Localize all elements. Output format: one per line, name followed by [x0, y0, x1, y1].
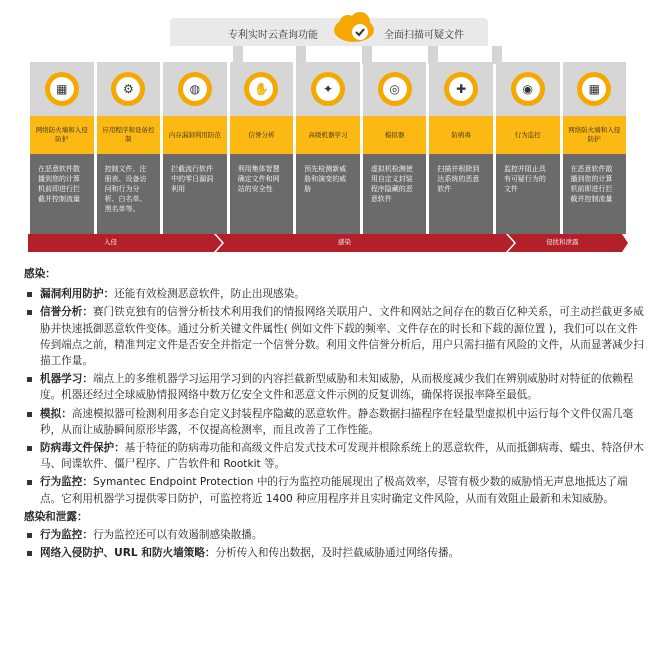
antivirus-icon: ✚ — [444, 72, 478, 106]
column-title: 行为监控 — [496, 116, 560, 154]
content-section — [24, 266, 644, 563]
protection-column — [429, 62, 493, 234]
item-text: Symantec Endpoint Protection 中的行为监控功能展现出了极高效率，尽管有极少数的威胁悄无声息地抵达了端点。它利用机器学习提供零日防护，可监控将近 1400 种应用程序并且实时确定文件风险，从而有效阻止最新和未知威胁。 — [40, 476, 628, 505]
item-separator: ： — [204, 547, 216, 560]
item-separator: ： — [82, 529, 93, 542]
bullet-icon — [27, 446, 32, 451]
item-separator: ： — [82, 306, 93, 319]
protection-column — [163, 62, 227, 234]
column-icon-area — [496, 62, 560, 116]
protection-diagram — [0, 0, 658, 262]
firewall-icon: ▦ — [577, 72, 611, 106]
list-item — [24, 371, 644, 403]
column-description: 监控并阻止具有可疑行为的文件 — [496, 154, 560, 234]
phase-infection-label: 感染 — [338, 238, 351, 246]
column-icon-area — [97, 62, 161, 116]
exfiltration-list — [24, 527, 644, 561]
protection-column — [296, 62, 360, 234]
column-title: 内存漏洞利用防范 — [163, 116, 227, 154]
reputation-icon: ✋ — [244, 72, 278, 106]
column-icon-area — [230, 62, 294, 116]
list-item — [24, 406, 644, 438]
item-text: 赛门铁克独有的信誉分析技术利用我们的情报网络关联用户、文件和网站之间存在的数百亿种关系，可主动拦截更多威胁并快速抵御恶意软件变体。通过分析关键文件属性( 例如文件下载的频率、文件存在的时长和下载的源位置 )，我们可以在文件传到端点之前，精准判定文件是否安全并指定一个信誉分数。利用文件信誉分析后，用户只需扫描有风险的文件，从而显著减少扫描工作量。 — [40, 306, 644, 368]
item-text: 基于特征的防病毒功能和高级文件启发式技术可发现并根除系统上的恶意软件，从而抵御病毒、蠕虫、特洛伊木马、间谍软件、僵尸程序、广告软件和 Rootkit 等。 — [40, 442, 644, 471]
column-icon-area — [563, 62, 627, 116]
item-separator: ： — [103, 288, 115, 301]
column-title: 应用程序和设备控制 — [97, 116, 161, 154]
bracket-left-label: 专利实时云查询功能 — [228, 30, 318, 41]
column-description: 利用集体智慧确定文件和网站的安全性 — [230, 154, 294, 234]
bullet-icon — [27, 480, 32, 485]
item-text: 行为监控还可以有效遏制感染散播。 — [92, 529, 263, 542]
phase-intrusion-label: 入侵 — [104, 238, 117, 246]
list-item — [24, 474, 644, 506]
item-separator: ： — [82, 476, 93, 489]
item-label: 行为监控 — [40, 529, 83, 542]
item-label: 网络入侵防护、URL 和防火墙策略 — [40, 547, 205, 560]
column-title: 信誉分析 — [230, 116, 294, 154]
item-label: 信誉分析 — [40, 306, 83, 319]
list-item — [24, 286, 644, 302]
column-description: 控制文件、注册表、设备访问和行为分析、白名单、黑名单等。 — [97, 154, 161, 234]
column-description: 预先检测新威胁和演变的威胁 — [296, 154, 360, 234]
column-title: 模拟器 — [363, 116, 427, 154]
column-description: 在恶意软件散播到您的计算机前即进行拦截并控制流量 — [563, 154, 627, 234]
bracket-right-label: 全面扫描可疑文件 — [384, 30, 464, 41]
column-icon-area — [296, 62, 360, 116]
column-icon-area — [163, 62, 227, 116]
item-separator: ： — [114, 442, 125, 455]
column-description: 拦截流行软件中的零日漏洞利用 — [163, 154, 227, 234]
list-item — [24, 304, 644, 369]
item-label: 漏洞利用防护 — [40, 288, 104, 301]
protection-column — [30, 62, 94, 234]
bullet-icon — [27, 377, 32, 382]
section-heading-infection: 感染： — [24, 268, 56, 280]
bullet-icon — [27, 412, 32, 417]
bullet-icon — [27, 533, 32, 538]
section-heading-infection-exfiltration: 感染和泄露： — [24, 510, 88, 523]
phase-arrow-bar — [28, 234, 628, 252]
emulator-icon: ◎ — [378, 72, 412, 106]
list-item — [24, 440, 644, 472]
infection-list — [24, 286, 644, 507]
column-icon-area — [363, 62, 427, 116]
column-title: 网络防火墙和入侵防护 — [30, 116, 94, 154]
app-control-icon: ⚙ — [111, 72, 145, 106]
item-label: 防病毒文件保护 — [40, 442, 115, 455]
column-description: 在恶意软件散播到您的计算机前即进行拦截并控制流量 — [30, 154, 94, 234]
column-title: 网络防火墙和入侵防护 — [563, 116, 627, 154]
item-label: 机器学习 — [40, 373, 83, 386]
memory-icon: ◍ — [178, 72, 212, 106]
phase-exfiltration-label: 侵扰和泄露 — [546, 238, 579, 246]
column-description: 扫描并根除到达系统的恶意软件 — [429, 154, 493, 234]
bullet-icon — [27, 551, 32, 556]
bullet-icon — [27, 292, 32, 297]
protection-columns — [30, 62, 626, 234]
behavior-icon: ◉ — [511, 72, 545, 106]
item-text: 还能有效检测恶意软件，防止出现感染。 — [114, 288, 305, 301]
list-item — [24, 545, 644, 561]
column-icon-area — [30, 62, 94, 116]
column-icon-area — [429, 62, 493, 116]
item-separator: ： — [61, 407, 72, 420]
item-separator: ： — [82, 373, 93, 386]
protection-column — [363, 62, 427, 234]
cloud-check-icon — [330, 8, 378, 44]
protection-column — [496, 62, 560, 234]
list-item — [24, 527, 644, 543]
ml-icon: ✦ — [311, 72, 345, 106]
item-text: 端点上的多维机器学习运用学习到的内容拦截新型威胁和未知威胁，从而极度减少我们在辨别威胁时对特征的依赖程度。机器还经过全球威胁情报网络中数万亿安全文件和恶意文件示例的反复训练，确保将误报率降至最低。 — [40, 373, 634, 402]
item-text: 分析传入和传出数据，及时拦截威胁通过网络传播。 — [215, 547, 460, 560]
column-title: 高级机器学习 — [296, 116, 360, 154]
column-title: 防病毒 — [429, 116, 493, 154]
column-description: 虚拟机检测使用自定义封装程序隐藏的恶意软件 — [363, 154, 427, 234]
item-text: 高速模拟器可检测利用多态自定义封装程序隐藏的恶意软件。静态数据扫描程序在轻量型虚拟机中运行每个文件仅需几毫秒，从而让威胁瞬间原形毕露，不仅提高检测率，而且改善了工作性能。 — [40, 407, 634, 436]
bullet-icon — [27, 310, 32, 315]
item-label: 行为监控 — [40, 476, 83, 489]
protection-column — [563, 62, 627, 234]
item-label: 模拟 — [40, 407, 62, 420]
protection-column — [230, 62, 294, 234]
protection-column — [97, 62, 161, 234]
firewall-icon: ▦ — [45, 72, 79, 106]
